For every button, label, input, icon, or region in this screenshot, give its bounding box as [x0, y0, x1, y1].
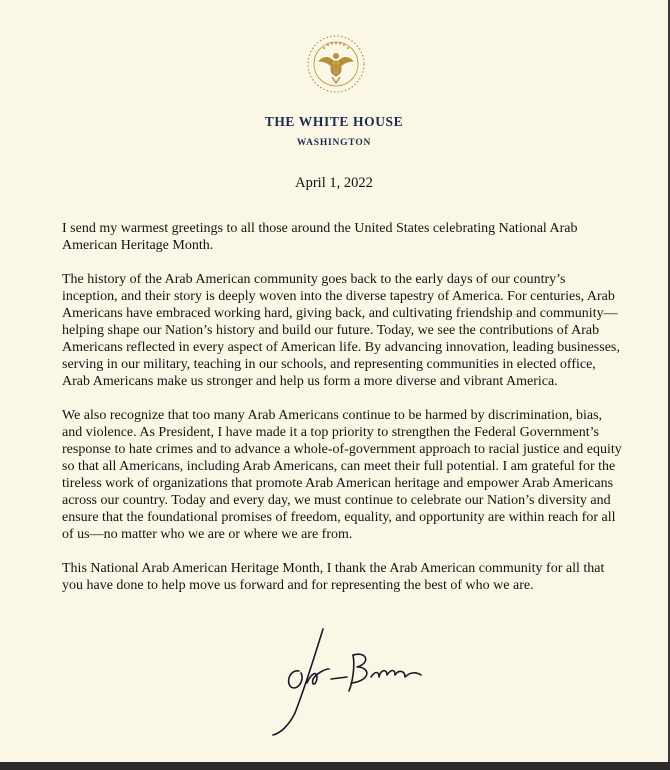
- presidential-seal-icon: [306, 34, 366, 94]
- paragraph-recognition: We also recognize that too many Arab Americans continue to be harmed by discrimination, bias, and violence. As President, I have made it a top priority to strengthen the Federal Government’s response to hate crimes and to advance a whole-of-government approach to racial justice and equity so that all Americans, including Arab Americans, can meet their full potential. I am grateful for the tireless work of organizations that promote Arab American heritage and empower Arab Americans across our country. Today and every day, we must continue to celebrate our Nation’s diversity and ensure that the foundational promises of freedom, equality, and opportunity are within reach for all of us—no matter who we are or where we are from.: [62, 408, 622, 542]
- screenshot-bottom-edge: [0, 762, 670, 770]
- letterhead-city: WASHINGTON: [296, 138, 372, 148]
- signature-icon: [255, 625, 435, 740]
- paragraph-history: The history of the Arab American community goes back to the early days of our country’s inception, and their story is deeply woven into the diverse tapestry of America. For centuries, Arab Americans have embraced working hard, giving back, and cultivating friendship and community—helping shape our Nation’s history and build our future. Today, we see the contributions of Arab Americans reflected in every aspect of American life. By advancing innovation, leading businesses, serving in our military, teaching in our schools, and representing communities in elected office, Arab Americans make us stronger and help us form a more diverse and vibrant America.: [62, 272, 620, 389]
- letter-date: April 1, 2022: [295, 175, 373, 191]
- paragraph-closing: This National Arab American Heritage Month, I thank the Arab American community for all that you have done to help move us forward and for representing the best of who we are.: [62, 561, 605, 593]
- letter-body: [62, 220, 622, 611]
- paragraph-greeting: I send my warmest greetings to all those around the United States celebrating National Arab American Heritage Month.: [62, 221, 578, 253]
- letterhead-title: THE WHITE HOUSE: [264, 114, 404, 129]
